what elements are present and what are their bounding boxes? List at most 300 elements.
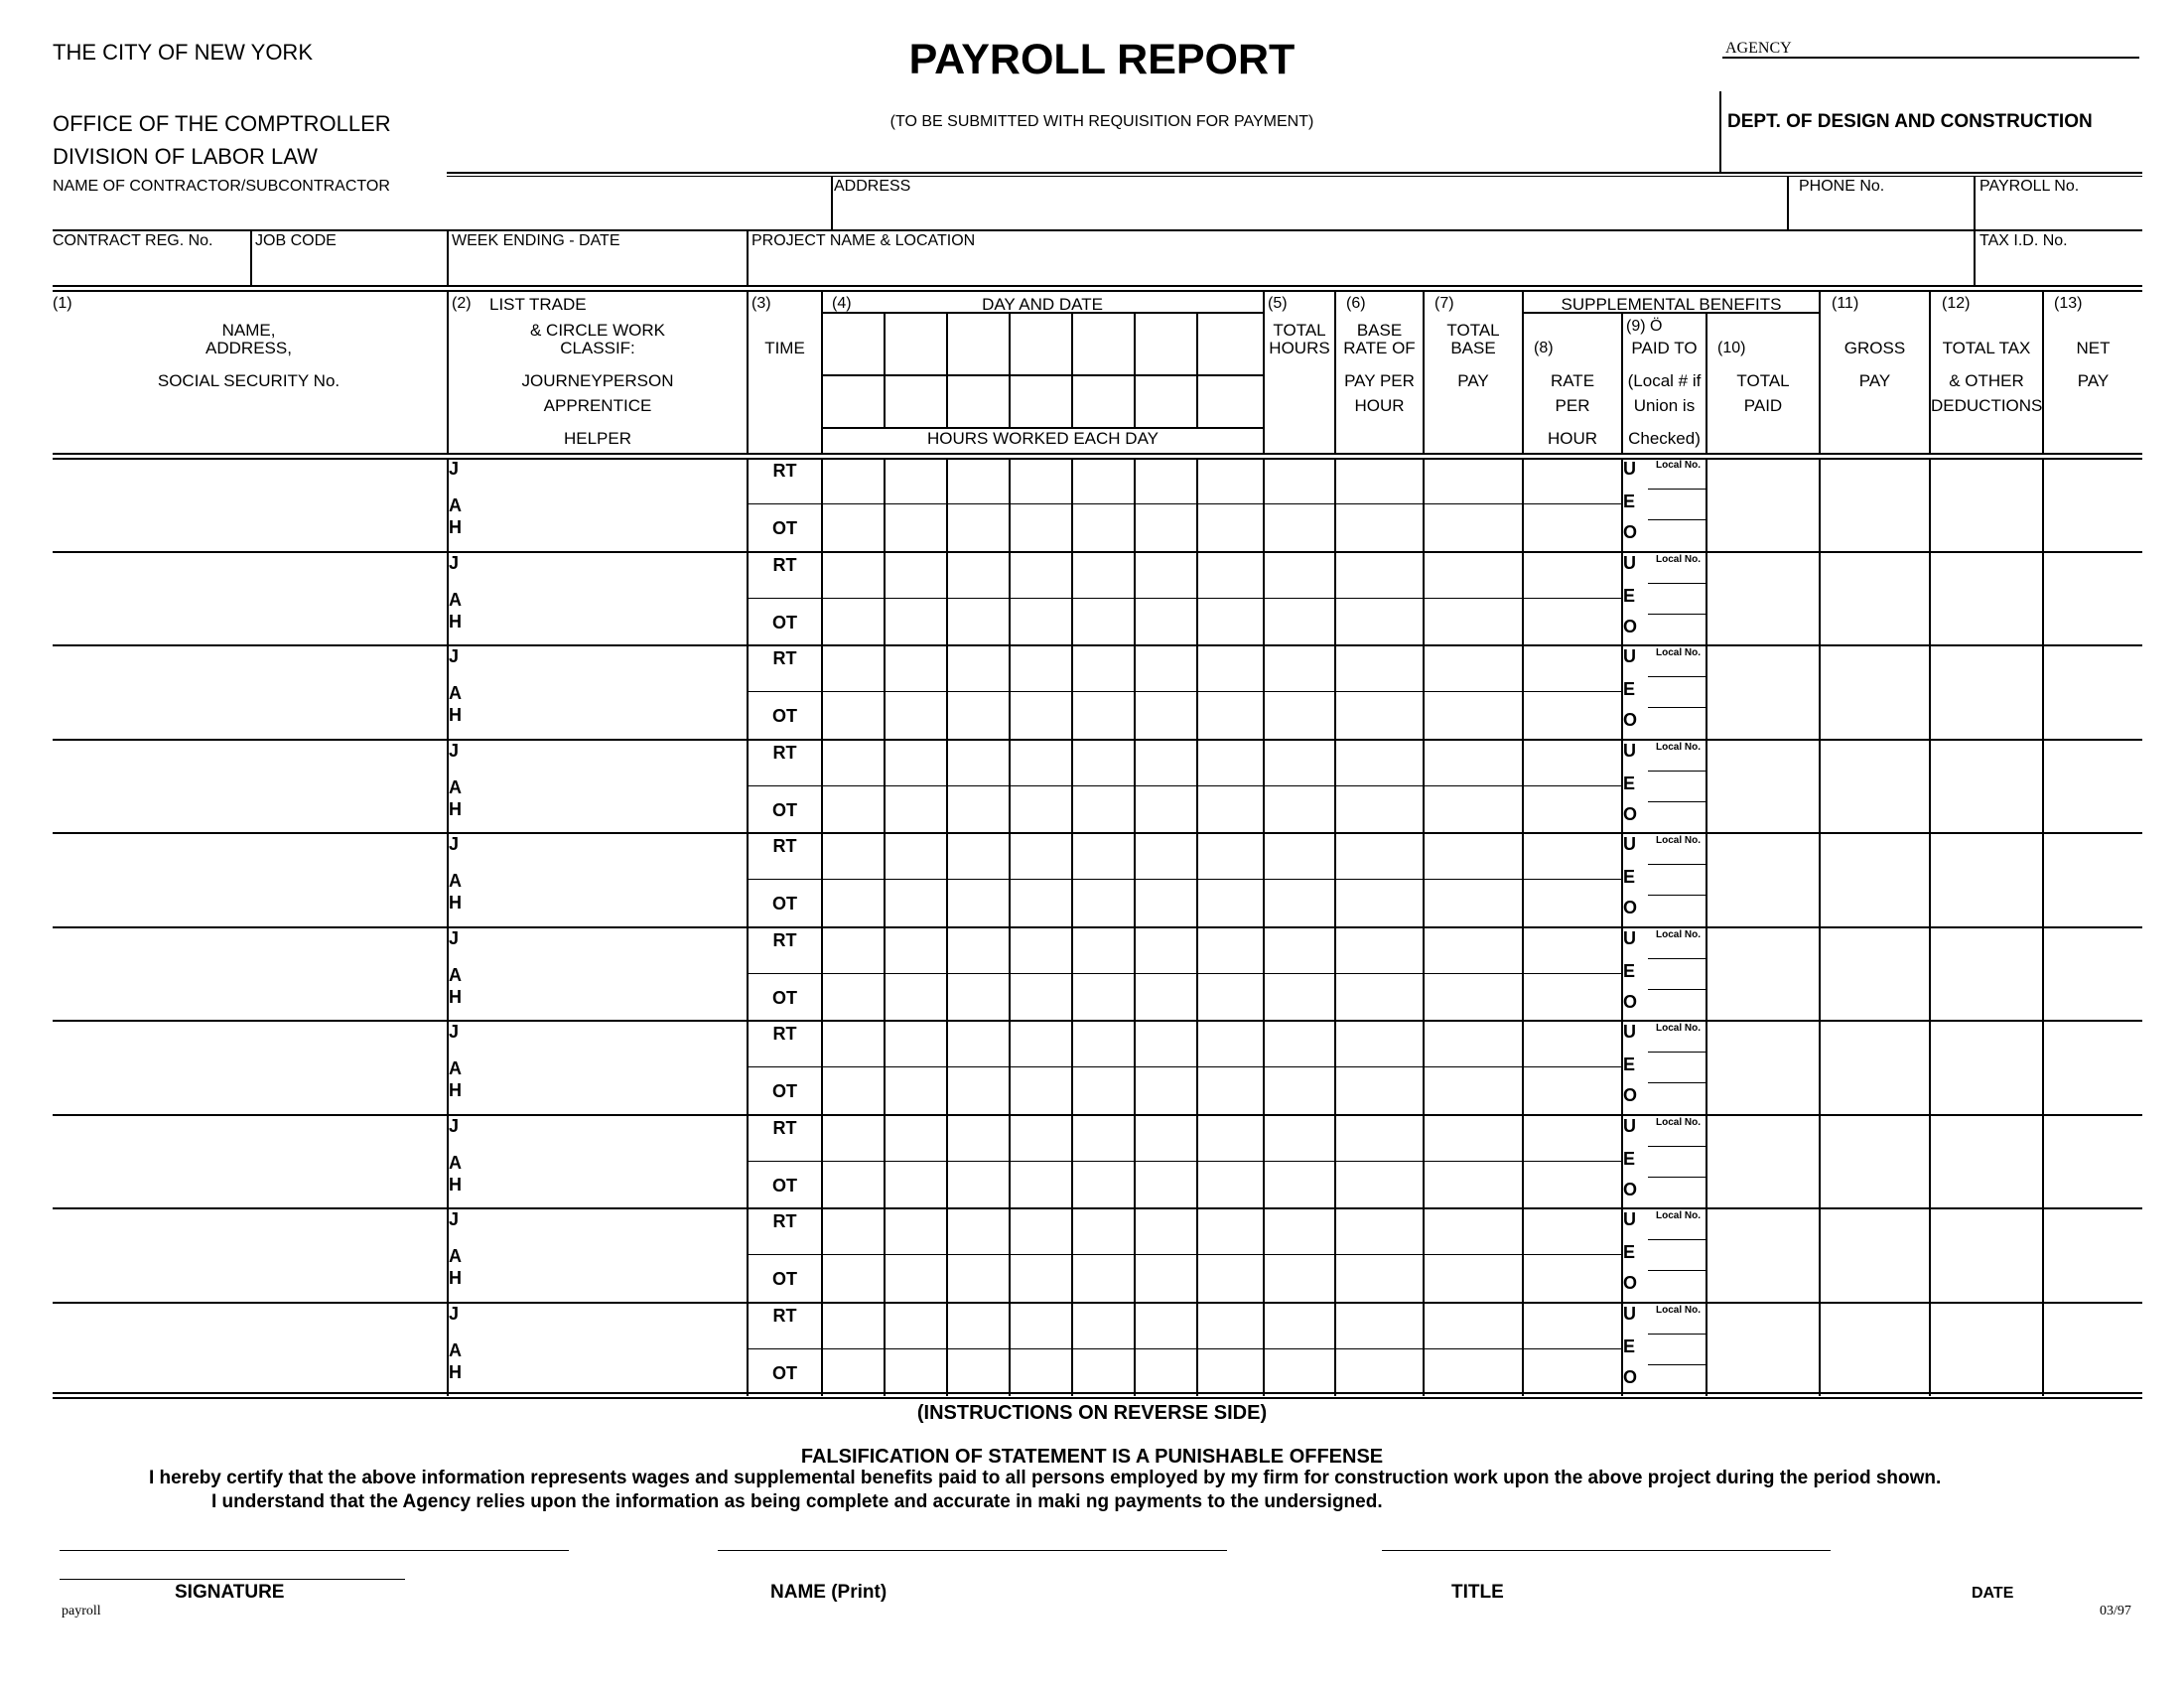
row-column-line — [1263, 833, 1265, 927]
phone-label: PHONE No. — [1799, 178, 1885, 195]
row-column-line — [1134, 1115, 1136, 1209]
row-column-line — [1423, 740, 1425, 834]
payroll-no-label: PAYROLL No. — [1979, 178, 2080, 195]
local-no-line — [1648, 989, 1706, 990]
row-column-line — [2042, 458, 2044, 552]
row-column-line — [1071, 1303, 1073, 1397]
row-column-line — [946, 1303, 948, 1397]
date-label: DATE — [1972, 1585, 2014, 1602]
employee-name-address-ssn-field[interactable] — [55, 648, 445, 737]
row-column-line — [821, 1303, 823, 1397]
col13-header-line1: NET — [2076, 339, 2111, 357]
row-column-line — [1423, 645, 1425, 740]
row-column-line — [1196, 740, 1198, 834]
journeyperson-option[interactable]: J — [449, 1209, 460, 1229]
union-option[interactable]: U — [1623, 646, 1636, 666]
row-column-line — [2042, 740, 2044, 834]
col2-header-line1: & CIRCLE WORK — [529, 321, 666, 340]
row-column-line — [946, 833, 948, 927]
name-print-label: NAME (Print) — [770, 1582, 887, 1603]
certification-line-2: I understand that the Agency relies upon the information as being complete and accurate in maki ng payments to the undersigned. — [211, 1491, 1383, 1512]
row-column-line — [1009, 927, 1011, 1022]
row-column-line — [1929, 458, 1931, 552]
journeyperson-option[interactable]: J — [449, 552, 460, 573]
instructions-note: (INSTRUCTIONS ON REVERSE SIDE) — [916, 1402, 1268, 1424]
col3-number: (3) — [751, 295, 771, 312]
col6-header-line4: HOUR — [1354, 396, 1405, 415]
row-column-line — [946, 1208, 948, 1303]
union-option[interactable]: U — [1623, 927, 1636, 948]
row-column-line — [1263, 1115, 1265, 1209]
regular-time-label: RT — [772, 461, 797, 481]
row-column-line — [884, 927, 886, 1022]
row-column-line — [1009, 740, 1011, 834]
col5-header-line2: HOURS — [1269, 339, 1330, 357]
col6-header-line3: PAY PER — [1344, 371, 1415, 390]
other-option[interactable]: O — [1623, 522, 1638, 542]
contract-reg-label: CONTRACT REG. No. — [53, 232, 213, 249]
local-no-line — [1648, 1146, 1706, 1147]
col10-header-line1: TOTAL — [1736, 371, 1790, 390]
local-no-line — [1648, 1239, 1706, 1240]
employee-option[interactable]: E — [1623, 1148, 1636, 1169]
page-subtitle: (TO BE SUBMITTED WITH REQUISITION FOR PAYMENT) — [889, 113, 1314, 130]
journeyperson-option[interactable]: J — [449, 1022, 460, 1042]
employee-option[interactable]: E — [1623, 773, 1636, 793]
col11-header-line2: PAY — [1858, 371, 1891, 390]
name-print-line[interactable] — [718, 1550, 1227, 1551]
row-divider — [53, 1020, 2142, 1022]
row-column-line — [884, 1303, 886, 1397]
col4-number: (4) — [832, 295, 852, 312]
city-name: THE CITY OF NEW YORK — [53, 40, 313, 65]
union-option[interactable]: U — [1623, 740, 1636, 761]
row-mid-line — [747, 503, 1623, 504]
helper-option[interactable]: H — [449, 611, 462, 632]
journeyperson-option[interactable]: J — [449, 740, 460, 761]
other-option[interactable]: O — [1623, 710, 1638, 730]
col7-number: (7) — [1434, 295, 1454, 312]
row-column-line — [1929, 1303, 1931, 1397]
row-column-line — [1071, 1208, 1073, 1303]
helper-option[interactable]: H — [449, 1174, 462, 1195]
trade-field[interactable] — [463, 1118, 745, 1206]
employee-option[interactable]: E — [1623, 867, 1636, 887]
project-label: PROJECT NAME & LOCATION — [751, 232, 976, 249]
col2-number: (2) — [452, 295, 472, 312]
employee-name-address-ssn-field[interactable] — [55, 743, 445, 831]
other-option[interactable]: O — [1623, 616, 1638, 636]
local-no-label: Local No. — [1656, 1304, 1702, 1316]
row-column-line — [1522, 927, 1524, 1022]
journeyperson-option[interactable]: J — [449, 1115, 460, 1136]
apprentice-option[interactable]: A — [449, 1058, 462, 1078]
row-column-line — [1423, 927, 1425, 1022]
local-no-line — [1648, 1052, 1706, 1053]
col9-header-line2: (Local # if — [1627, 371, 1702, 390]
row-column-line — [2042, 927, 2044, 1022]
col9-header-line4: Checked) — [1628, 429, 1701, 448]
agency-line — [1722, 57, 2139, 59]
apprentice-option[interactable]: A — [449, 1152, 462, 1173]
row-column-line — [1009, 645, 1011, 740]
info-top-line — [447, 172, 2142, 174]
local-no-label: Local No. — [1656, 553, 1702, 565]
overtime-label: OT — [772, 612, 797, 633]
row-column-line — [884, 458, 886, 552]
row-mid-line — [747, 691, 1623, 692]
regular-time-label: RT — [772, 1211, 797, 1231]
row-column-line — [1071, 833, 1073, 927]
col9-header-line3: Union is — [1633, 396, 1696, 415]
overtime-label: OT — [772, 706, 797, 726]
row-column-line — [1196, 927, 1198, 1022]
trade-field[interactable] — [463, 1024, 745, 1112]
trade-field[interactable] — [463, 930, 745, 1019]
overtime-label: OT — [772, 1362, 797, 1383]
row-column-line — [1071, 458, 1073, 552]
row-divider — [53, 1114, 2142, 1116]
row-mid-line — [747, 1161, 1623, 1162]
row-column-line — [1522, 1115, 1524, 1209]
row-column-line — [1196, 1208, 1198, 1303]
overtime-label: OT — [772, 894, 797, 914]
row-column-line — [1009, 1303, 1011, 1397]
row-divider — [53, 739, 2142, 741]
row-column-line — [821, 1021, 823, 1115]
row-column-line — [1134, 1303, 1136, 1397]
journeyperson-option[interactable]: J — [449, 646, 460, 666]
row-column-line — [1706, 1303, 1707, 1397]
row-column-line — [1009, 458, 1011, 552]
employee-name-address-ssn-field[interactable] — [55, 1118, 445, 1206]
col2-header-line5: HELPER — [563, 429, 632, 448]
row-column-line — [1071, 645, 1073, 740]
row-column-line — [1334, 458, 1336, 552]
apprentice-option[interactable]: A — [449, 964, 462, 985]
col2-header-line2: CLASSIF: — [560, 339, 635, 357]
row-column-line — [946, 1021, 948, 1115]
local-no-label: Local No. — [1656, 835, 1702, 846]
col7-header-line3: PAY — [1457, 371, 1489, 390]
agency-label: AGENCY — [1725, 40, 1792, 57]
row-column-line — [1819, 1021, 1821, 1115]
row-column-line — [1263, 1303, 1265, 1397]
row-column-line — [1196, 1303, 1198, 1397]
local-no-line — [1648, 1082, 1706, 1083]
row-column-line — [821, 1208, 823, 1303]
local-no-label: Local No. — [1656, 1210, 1702, 1221]
row-divider — [53, 926, 2142, 928]
office-name: OFFICE OF THE COMPTROLLER — [53, 111, 391, 136]
row-column-line — [1819, 740, 1821, 834]
row-column-line — [1929, 927, 1931, 1022]
row-column-line — [821, 833, 823, 927]
form-name: payroll — [62, 1604, 101, 1618]
col5-header-line1: TOTAL — [1273, 321, 1326, 340]
row-column-line — [1263, 927, 1265, 1022]
address-label: ADDRESS — [834, 178, 911, 195]
row-column-line — [1134, 833, 1136, 927]
row-column-line — [1134, 552, 1136, 646]
trade-field[interactable] — [463, 1306, 745, 1394]
row-column-line — [2042, 645, 2044, 740]
row-column-line — [1423, 552, 1425, 646]
union-option[interactable]: U — [1623, 1115, 1636, 1136]
local-no-line — [1648, 801, 1706, 802]
row-column-line — [1522, 552, 1524, 646]
helper-option[interactable]: H — [449, 1080, 462, 1100]
row-column-line — [1706, 740, 1707, 834]
other-option[interactable]: O — [1623, 1273, 1638, 1293]
row-column-line — [2042, 1021, 2044, 1115]
row-column-line — [1334, 1208, 1336, 1303]
row-column-line — [946, 1115, 948, 1209]
col10-header-line2: PAID — [1743, 396, 1783, 415]
row-column-line — [884, 833, 886, 927]
helper-option[interactable]: H — [449, 798, 462, 819]
row-column-line — [884, 645, 886, 740]
row-column-line — [1334, 552, 1336, 646]
col2-header-line0: LIST TRADE — [489, 295, 587, 314]
union-option[interactable]: U — [1623, 834, 1636, 854]
col12-number: (12) — [1942, 295, 1971, 312]
row-column-line — [1929, 645, 1931, 740]
trade-field[interactable] — [463, 1211, 745, 1300]
employee-option[interactable]: E — [1623, 1242, 1636, 1262]
row-column-line — [1423, 1303, 1425, 1397]
row-column-line — [821, 458, 823, 552]
employee-option[interactable]: E — [1623, 1055, 1636, 1074]
row-column-line — [1334, 927, 1336, 1022]
agency-value: DEPT. OF DESIGN AND CONSTRUCTION — [1727, 111, 2093, 132]
regular-time-label: RT — [772, 742, 797, 763]
row-divider — [53, 1302, 2142, 1304]
helper-option[interactable]: H — [449, 1361, 462, 1382]
agency-divider — [1719, 91, 1721, 173]
row-column-line — [1009, 833, 1011, 927]
title-line[interactable] — [1382, 1550, 1831, 1551]
row-column-line — [946, 552, 948, 646]
local-no-line — [1648, 614, 1706, 615]
local-no-line — [1648, 519, 1706, 520]
local-no-line — [1648, 1364, 1706, 1365]
row-column-line — [1706, 552, 1707, 646]
row-column-line — [1929, 1021, 1931, 1115]
apprentice-option[interactable]: A — [449, 1246, 462, 1266]
col11-header-line1: GROSS — [1843, 339, 1906, 357]
row-column-line — [821, 645, 823, 740]
employee-name-address-ssn-field[interactable] — [55, 1306, 445, 1394]
helper-option[interactable]: H — [449, 517, 462, 537]
employee-name-address-ssn-field[interactable] — [55, 930, 445, 1019]
apprentice-option[interactable]: A — [449, 495, 462, 515]
row-column-line — [1196, 1115, 1198, 1209]
row-column-line — [821, 552, 823, 646]
journeyperson-option[interactable]: J — [449, 459, 460, 479]
signature-line[interactable] — [60, 1550, 569, 1551]
trade-field[interactable] — [463, 461, 745, 549]
row-column-line — [1071, 1115, 1073, 1209]
row-column-line — [884, 552, 886, 646]
title-label: TITLE — [1451, 1582, 1504, 1603]
row-column-line — [1134, 645, 1136, 740]
row-divider — [53, 644, 2142, 646]
local-no-line — [1648, 771, 1706, 772]
row-column-line — [1522, 1303, 1524, 1397]
other-option[interactable]: O — [1623, 991, 1638, 1012]
col11-number: (11) — [1832, 295, 1859, 312]
row-column-line — [1929, 1115, 1931, 1209]
employee-option[interactable]: E — [1623, 585, 1636, 606]
col1-number: (1) — [53, 295, 72, 312]
col6-number: (6) — [1346, 295, 1366, 312]
row-column-line — [1196, 645, 1198, 740]
col13-number: (13) — [2054, 295, 2083, 312]
row-column-line — [1334, 833, 1336, 927]
row-column-line — [1819, 552, 1821, 646]
col8-number: (8) — [1534, 340, 1554, 356]
row-column-line — [884, 740, 886, 834]
signature-label: SIGNATURE — [175, 1582, 285, 1603]
journeyperson-option[interactable]: J — [449, 927, 460, 948]
division-name: DIVISION OF LABOR LAW — [53, 144, 318, 169]
apprentice-option[interactable]: A — [449, 683, 462, 703]
other-option[interactable]: O — [1623, 1085, 1638, 1105]
row-column-line — [1706, 833, 1707, 927]
helper-option[interactable]: H — [449, 893, 462, 913]
regular-time-label: RT — [772, 836, 797, 856]
row-column-line — [2042, 552, 2044, 646]
union-option[interactable]: U — [1623, 459, 1636, 479]
row-column-line — [1134, 740, 1136, 834]
row-column-line — [1522, 458, 1524, 552]
local-no-line — [1648, 864, 1706, 865]
other-option[interactable]: O — [1623, 898, 1638, 917]
trade-field[interactable] — [463, 648, 745, 737]
col2-header-line4: APPRENTICE — [543, 396, 652, 415]
employee-name-address-ssn-field[interactable] — [55, 1024, 445, 1112]
employee-name-address-ssn-field[interactable] — [55, 1211, 445, 1300]
apprentice-option[interactable]: A — [449, 871, 462, 891]
union-option[interactable]: U — [1623, 1022, 1636, 1042]
local-no-label: Local No. — [1656, 1116, 1702, 1128]
employee-option[interactable]: E — [1623, 679, 1636, 699]
local-no-label: Local No. — [1656, 460, 1702, 471]
page-title: PAYROLL REPORT — [908, 36, 1296, 83]
row-column-line — [1196, 458, 1198, 552]
row-column-line — [1819, 1115, 1821, 1209]
row-column-line — [1706, 927, 1707, 1022]
row-column-line — [1134, 1208, 1136, 1303]
row-column-line — [1134, 927, 1136, 1022]
row-column-line — [2042, 833, 2044, 927]
row-mid-line — [747, 973, 1623, 974]
col12-header-line1: TOTAL TAX — [1942, 339, 2031, 357]
employee-name-address-ssn-field[interactable] — [55, 461, 445, 549]
row-mid-line — [747, 1348, 1623, 1349]
col12-header-line2: & OTHER — [1949, 371, 2024, 390]
local-no-label: Local No. — [1656, 928, 1702, 940]
regular-time-label: RT — [772, 1117, 797, 1138]
union-option[interactable]: U — [1623, 1209, 1636, 1229]
col2-header-line3: JOURNEYPERSON — [521, 371, 674, 390]
col10-number: (10) — [1717, 340, 1746, 356]
overtime-label: OT — [772, 1269, 797, 1289]
row-column-line — [2042, 1115, 2044, 1209]
row-column-line — [1522, 1021, 1524, 1115]
apprentice-option[interactable]: A — [449, 776, 462, 797]
helper-option[interactable]: H — [449, 705, 462, 725]
row-column-line — [1263, 645, 1265, 740]
row-column-line — [1009, 1208, 1011, 1303]
row-column-line — [2042, 1208, 2044, 1303]
helper-option[interactable]: H — [449, 986, 462, 1007]
col6-header-line1: BASE — [1356, 321, 1403, 340]
regular-time-label: RT — [772, 648, 797, 668]
row-column-line — [1819, 1208, 1821, 1303]
trade-field[interactable] — [463, 836, 745, 924]
local-no-label: Local No. — [1656, 741, 1702, 753]
trade-field[interactable] — [463, 555, 745, 643]
other-option[interactable]: O — [1623, 1179, 1638, 1199]
row-column-line — [1196, 1021, 1198, 1115]
regular-time-label: RT — [772, 1305, 797, 1326]
journeyperson-option[interactable]: J — [449, 834, 460, 854]
trade-field[interactable] — [463, 743, 745, 831]
row-column-line — [1263, 740, 1265, 834]
col6-header-line2: RATE OF — [1343, 339, 1416, 357]
overtime-label: OT — [772, 987, 797, 1008]
row-column-line — [884, 1115, 886, 1209]
row-column-line — [1196, 552, 1198, 646]
row-column-line — [1263, 458, 1265, 552]
row-divider — [53, 551, 2142, 553]
row-column-line — [1423, 833, 1425, 927]
helper-option[interactable]: H — [449, 1268, 462, 1288]
row-column-line — [1423, 458, 1425, 552]
row-mid-line — [747, 598, 1623, 599]
col4-footer: HOURS WORKED EACH DAY — [927, 429, 1159, 448]
row-column-line — [1522, 1208, 1524, 1303]
overtime-label: OT — [772, 799, 797, 820]
overtime-label: OT — [772, 518, 797, 538]
local-no-line — [1648, 583, 1706, 584]
row-column-line — [1423, 1208, 1425, 1303]
row-column-line — [821, 1115, 823, 1209]
other-option[interactable]: O — [1623, 803, 1638, 824]
apprentice-option[interactable]: A — [449, 1339, 462, 1360]
employee-name-address-ssn-field[interactable] — [55, 836, 445, 924]
journeyperson-option[interactable]: J — [449, 1303, 460, 1324]
employee-name-address-ssn-field[interactable] — [55, 555, 445, 643]
union-option[interactable]: U — [1623, 552, 1636, 573]
regular-time-label: RT — [772, 554, 797, 575]
row-column-line — [1819, 645, 1821, 740]
employee-option[interactable]: E — [1623, 1336, 1636, 1356]
employee-option[interactable]: E — [1623, 960, 1636, 981]
row-column-line — [1334, 1303, 1336, 1397]
row-column-line — [1423, 1021, 1425, 1115]
union-option[interactable]: U — [1623, 1303, 1636, 1324]
employee-option[interactable]: E — [1623, 492, 1636, 511]
apprentice-option[interactable]: A — [449, 589, 462, 610]
row-column-line — [1071, 927, 1073, 1022]
other-option[interactable]: O — [1623, 1366, 1638, 1387]
row-column-line — [1522, 645, 1524, 740]
local-no-line — [1648, 676, 1706, 677]
falsification-warning: FALSIFICATION OF STATEMENT IS A PUNISHABLE OFFENSE — [800, 1446, 1384, 1468]
